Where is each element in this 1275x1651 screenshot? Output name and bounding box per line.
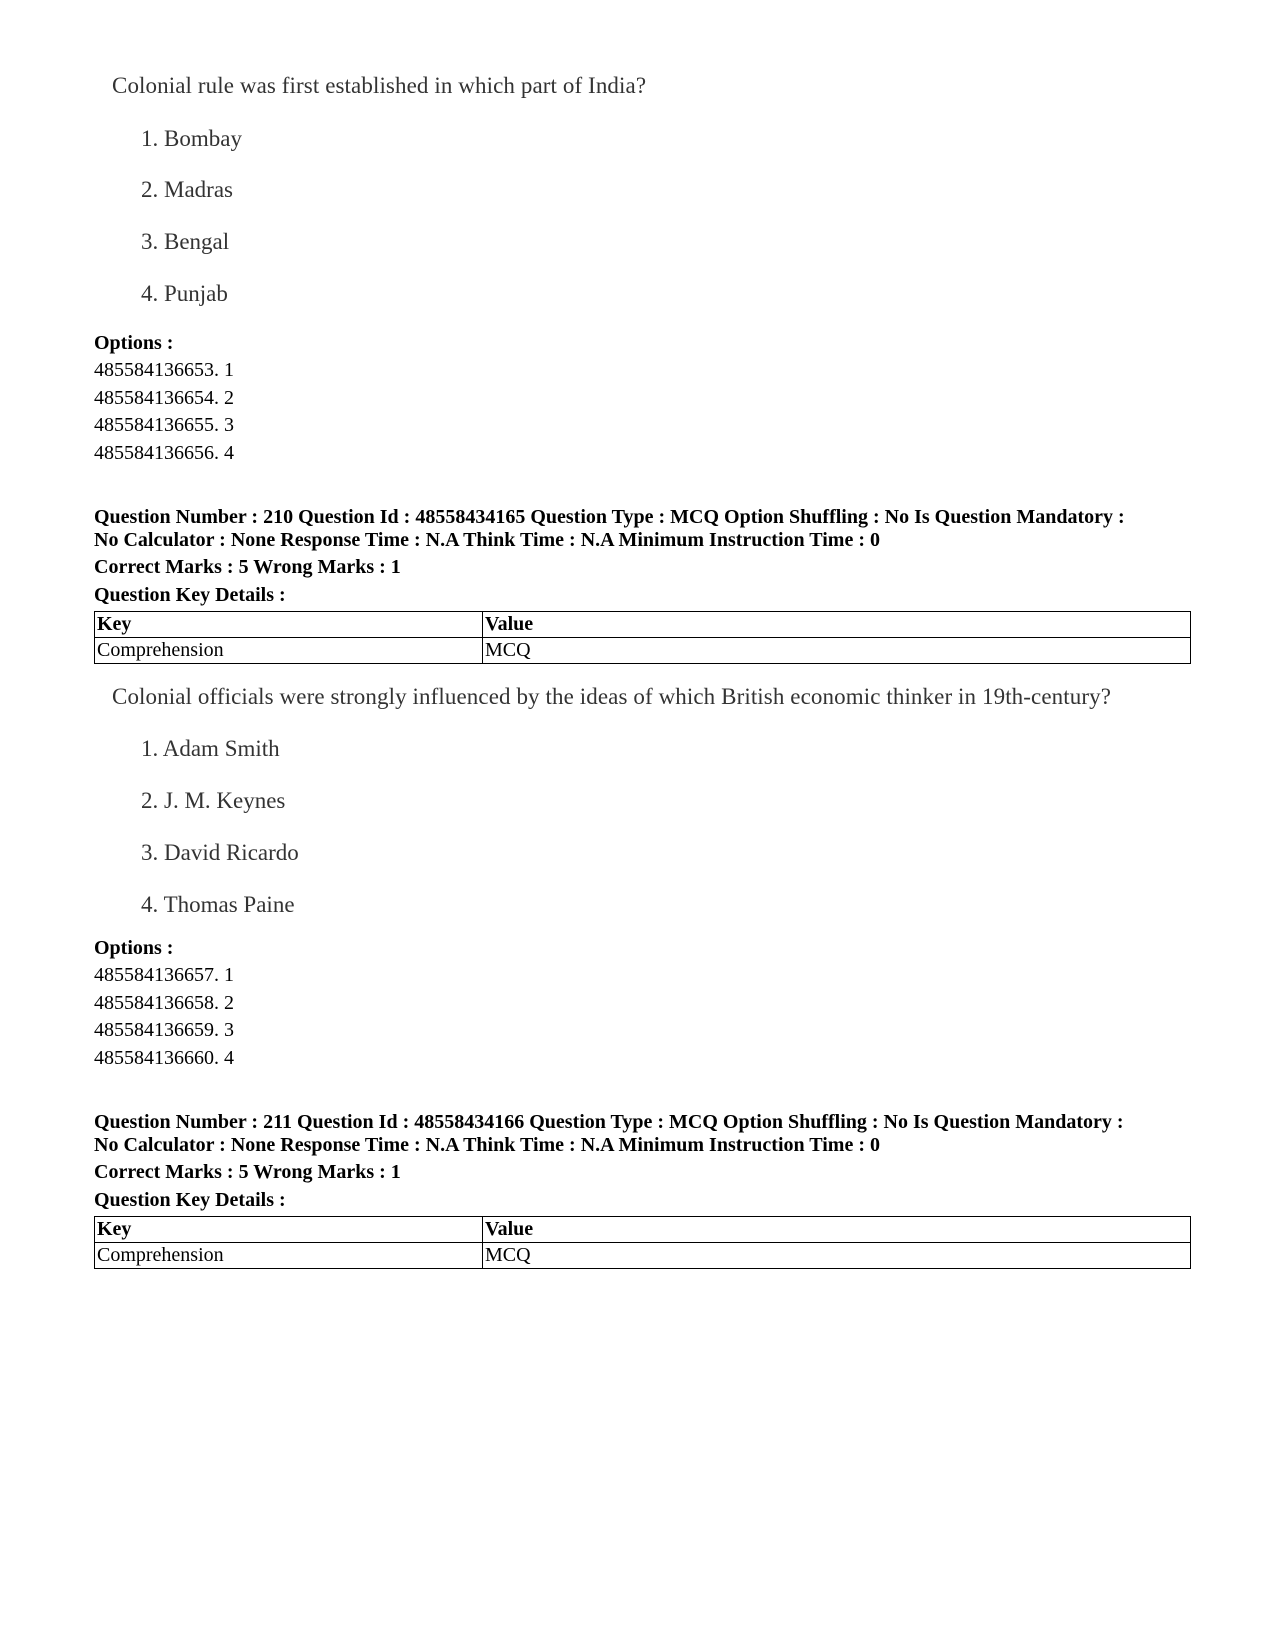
options-label: Options : <box>94 937 174 959</box>
table-header-row <box>95 1217 1191 1243</box>
table-cell-value: MCQ <box>483 1243 1191 1269</box>
key-details-label: Question Key Details : <box>94 1189 286 1211</box>
question-meta: Question Number : 211 Question Id : 48558434166 Question Type : MCQ Option Shuffling : No Is Question Mandatory : <box>94 1111 1124 1133</box>
table-header-row <box>95 612 1191 638</box>
options-label: Options : <box>94 332 174 354</box>
table-cell-value: MCQ <box>483 638 1191 664</box>
option-id: 485584136657. 1 <box>94 964 234 986</box>
key-details-label: Question Key Details : <box>94 584 286 606</box>
option-id: 485584136656. 4 <box>94 442 234 464</box>
option-id: 485584136655. 3 <box>94 414 234 436</box>
key-details-table <box>94 1216 1191 1269</box>
option-id: 485584136659. 3 <box>94 1019 234 1041</box>
option-id: 485584136660. 4 <box>94 1047 234 1069</box>
choice-item: 1. Adam Smith <box>141 736 280 761</box>
question-marks: Correct Marks : 5 Wrong Marks : 1 <box>94 1161 401 1183</box>
choice-item: 3. David Ricardo <box>141 840 299 865</box>
table-cell-key: Comprehension <box>95 1243 483 1269</box>
option-id: 485584136654. 2 <box>94 387 234 409</box>
choice-item: 4. Punjab <box>141 281 228 306</box>
table-row <box>95 638 1191 664</box>
choice-item: 4. Thomas Paine <box>141 892 295 917</box>
option-id: 485584136653. 1 <box>94 359 234 381</box>
question-meta: Question Number : 210 Question Id : 48558434165 Question Type : MCQ Option Shuffling : No Is Question Mandatory : <box>94 506 1125 528</box>
question-text: Colonial officials were strongly influenced by the ideas of which British economic thinker in 19th-century? <box>112 684 1112 709</box>
question-meta: No Calculator : None Response Time : N.A Think Time : N.A Minimum Instruction Time : 0 <box>94 1134 880 1156</box>
key-details-table <box>94 611 1191 664</box>
table-header-value: Value <box>483 1217 1191 1243</box>
question-text: Colonial rule was first established in which part of India? <box>112 73 647 98</box>
option-id: 485584136658. 2 <box>94 992 234 1014</box>
choice-item: 3. Bengal <box>141 229 230 254</box>
table-header-key: Key <box>95 1217 483 1243</box>
choice-item: 2. Madras <box>141 177 233 202</box>
table-header-key: Key <box>95 612 483 638</box>
table-cell-key: Comprehension <box>95 638 483 664</box>
choice-item: 1. Bombay <box>141 126 242 151</box>
table-row <box>95 1243 1191 1269</box>
choice-item: 2. J. M. Keynes <box>141 788 286 813</box>
table-header-value: Value <box>483 612 1191 638</box>
question-marks: Correct Marks : 5 Wrong Marks : 1 <box>94 556 401 578</box>
question-meta: No Calculator : None Response Time : N.A Think Time : N.A Minimum Instruction Time : 0 <box>94 529 880 551</box>
